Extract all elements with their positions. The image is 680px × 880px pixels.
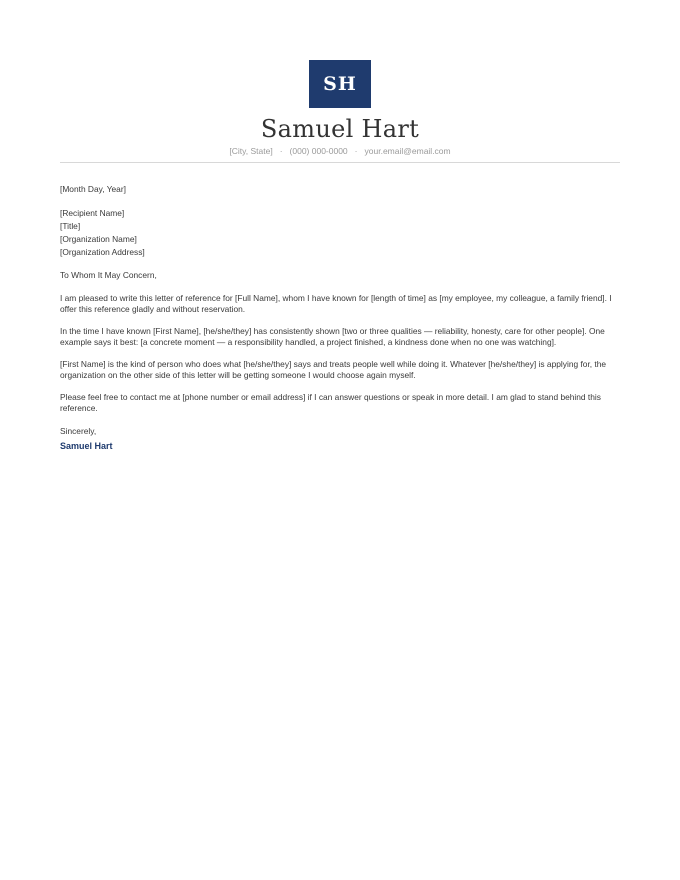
body-paragraph <box>60 326 620 348</box>
closing: Sincerely, <box>60 426 97 436</box>
letter-date: [Month Day, Year] <box>60 184 126 194</box>
recipient-block <box>60 207 620 259</box>
paragraph-text: In the time I have known [First Name], [he/she/they] has consistently shown [two or three qualities — reliability, honesty, care for other people]. One example says it best: [a concrete moment — a responsibility handled, a project finished, a kindness done when no one was watching]. <box>60 326 605 347</box>
contact-email: your.email@email.com <box>364 146 451 156</box>
contact-location: [City, State] <box>229 146 273 156</box>
recipient-title: [Title] <box>60 221 81 231</box>
recipient-name: [Recipient Name] <box>60 208 125 218</box>
monogram-badge <box>309 60 371 108</box>
paragraph-text: I am pleased to write this letter of reference for [Full Name], whom I have known for [length of time] as [my employee, my colleague, a family friend]. I offer this reference gladly and without reservation. <box>60 293 612 314</box>
recipient-address: [Organization Address] <box>60 247 145 257</box>
contact-separator: · <box>354 146 358 156</box>
header-divider <box>60 162 620 163</box>
signature-name: Samuel Hart <box>60 441 113 451</box>
body-paragraph <box>60 392 620 414</box>
sender-name: Samuel Hart <box>260 115 420 143</box>
paragraph-text: Please feel free to contact me at [phone number or email address] if I can answer questions or speak in more detail. I am glad to stand behind this reference. <box>60 392 601 413</box>
salutation: To Whom It May Concern, <box>60 270 157 280</box>
contact-phone: (000) 000-0000 <box>289 146 348 156</box>
contact-separator: · <box>279 146 283 156</box>
paragraph-text: [First Name] is the kind of person who does what [he/she/they] says and treats people well while doing it. Whatever [he/she/they] is applying for, the organization on the other side of this letter will be getting someone I would choose again myself. <box>60 359 607 380</box>
body-paragraph <box>60 359 620 381</box>
recipient-organization: [Organization Name] <box>60 234 137 244</box>
monogram-initials: SH <box>323 73 357 95</box>
contact-line <box>0 146 680 156</box>
body-paragraph <box>60 293 620 315</box>
